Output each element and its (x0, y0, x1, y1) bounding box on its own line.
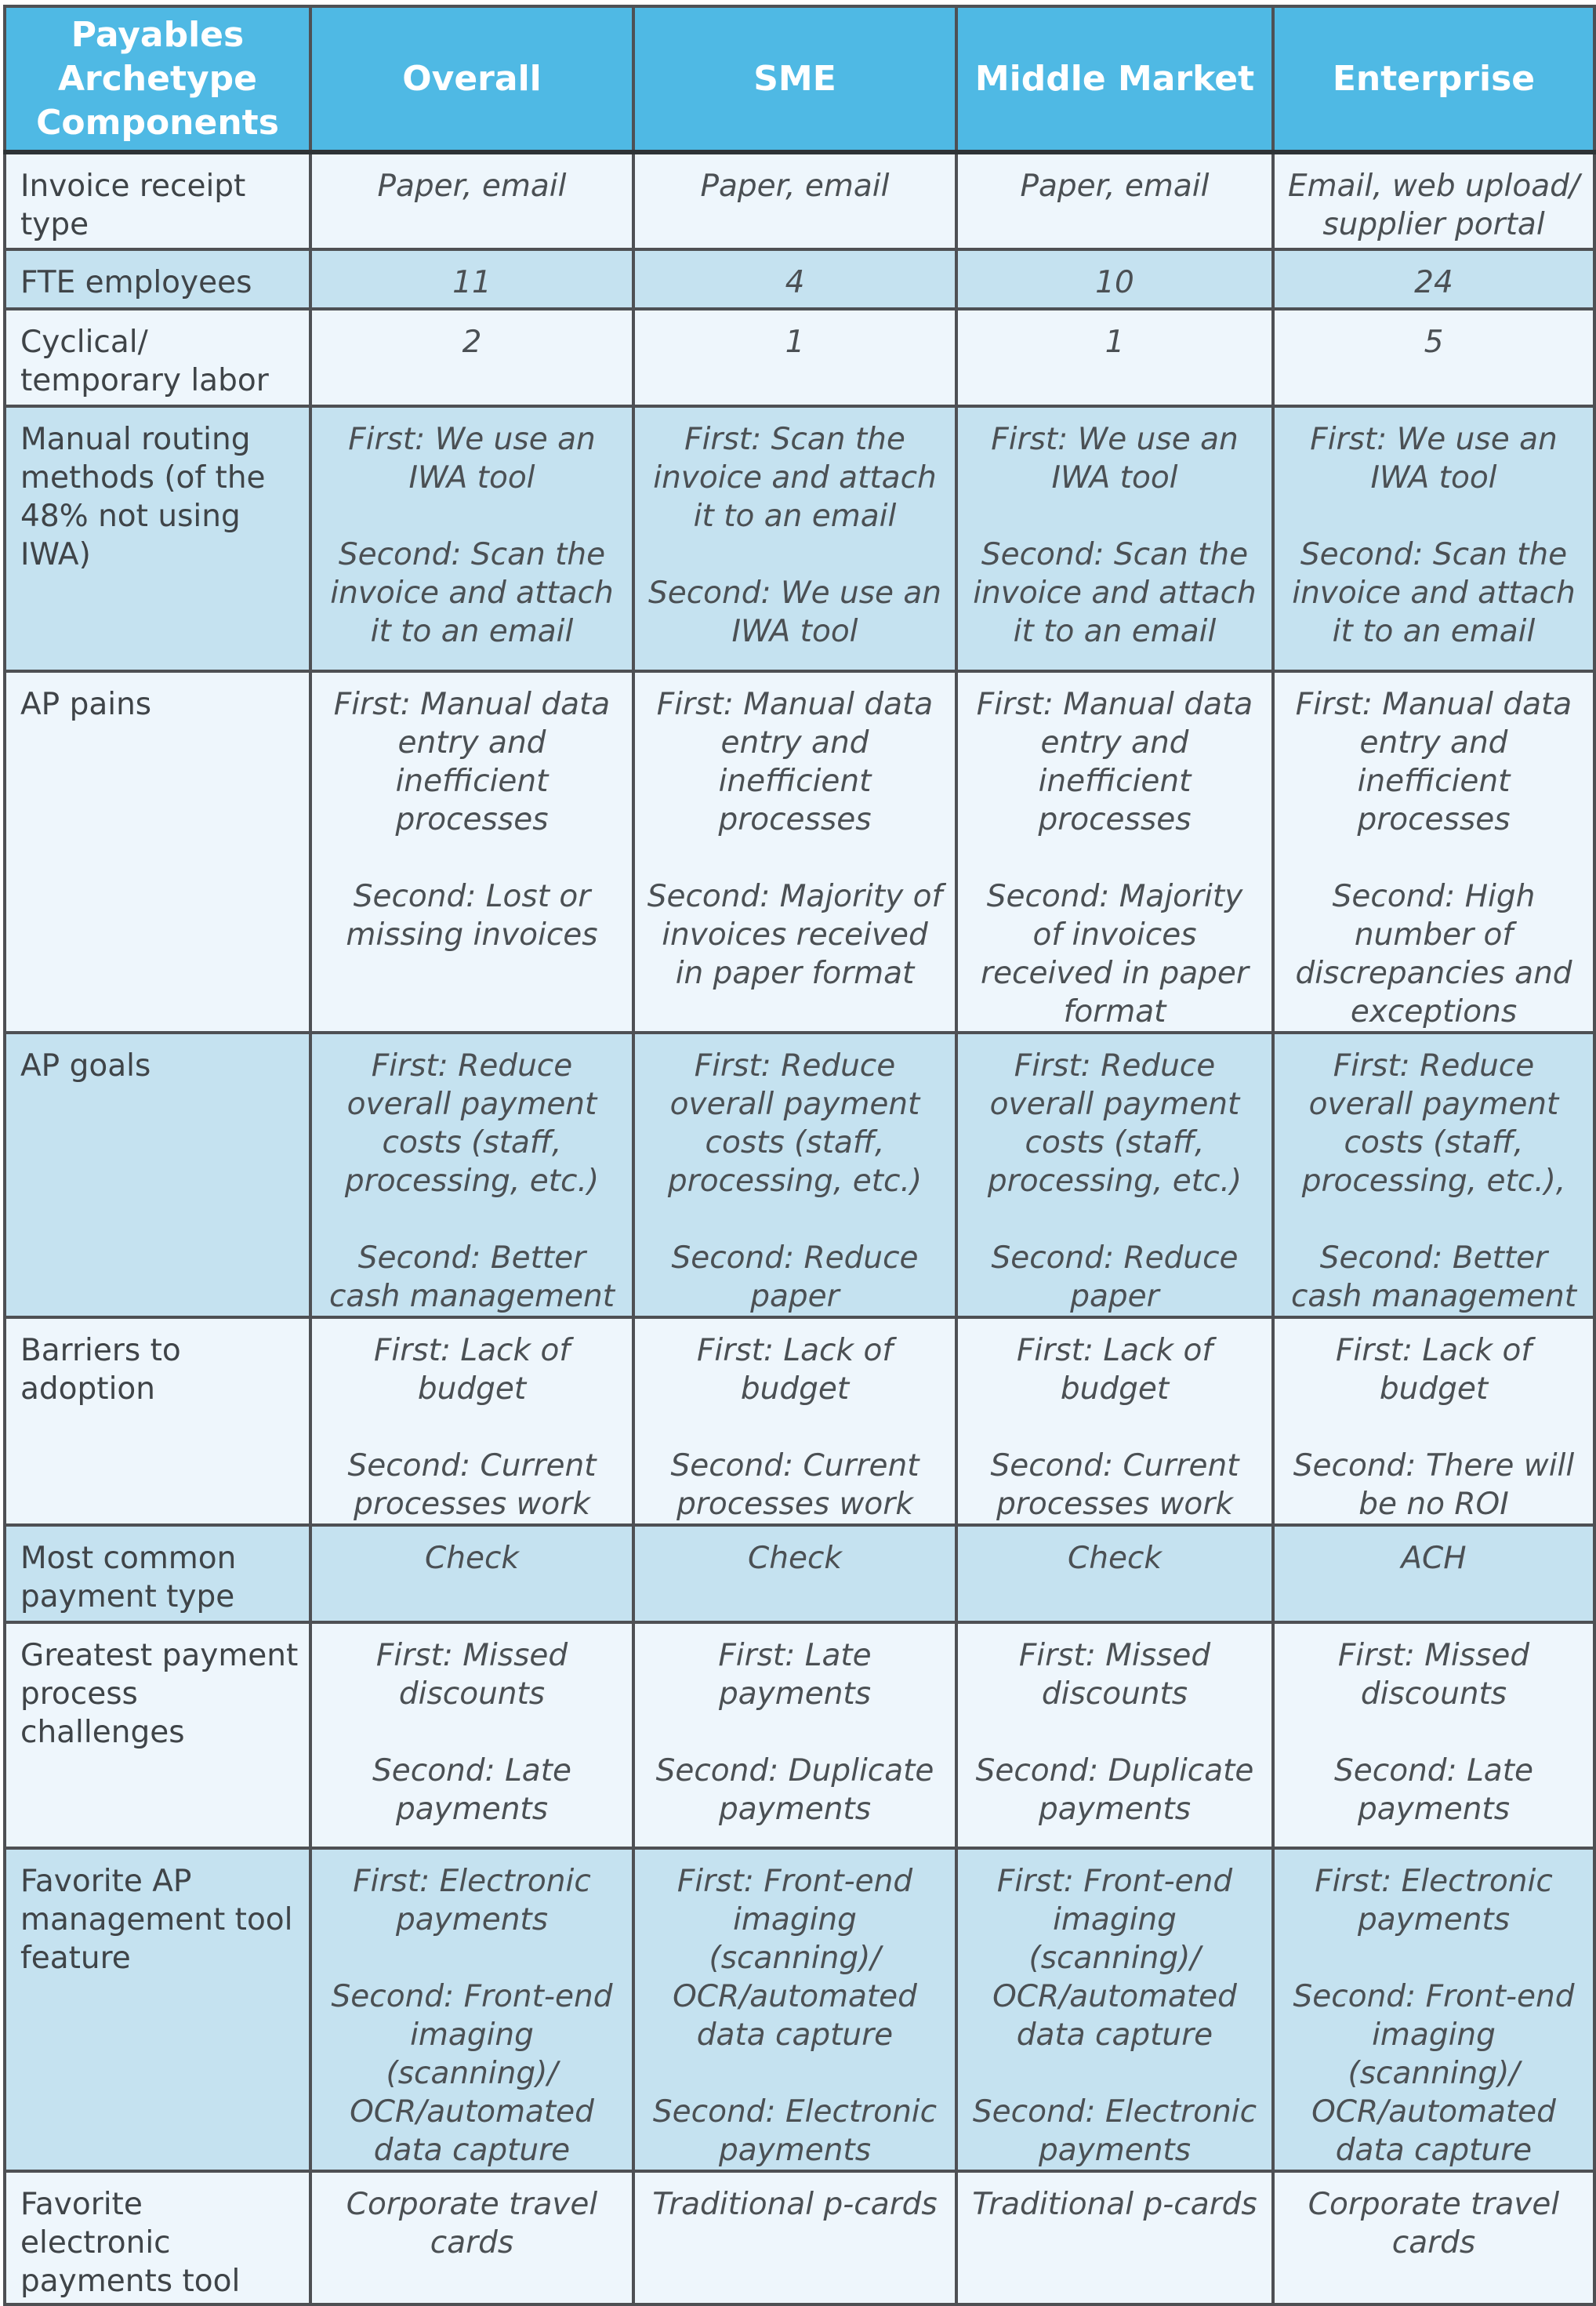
cell-overall (310, 406, 633, 671)
cell-first-text: First: Missed discounts (1337, 1638, 1530, 1712)
cell-first-text: First: Reduce overall payment costs (staff, processing, etc.) (667, 1048, 923, 1199)
cell-first-text: First: Front-end imaging (scanning)/ OCR/automated data capture (673, 1864, 917, 2053)
cell-second-text: Second: Better cash management (1290, 1240, 1577, 1314)
cell-sme (633, 309, 956, 406)
table-row (5, 406, 1594, 671)
cell-sme (633, 406, 956, 671)
row-label: Greatest payment process challenges (5, 1622, 310, 1848)
cell-overall (310, 1848, 633, 2171)
cell-first-text: First: Reduce overall payment costs (staff, processing, etc.) (987, 1048, 1242, 1199)
cell-middle-market (956, 2171, 1273, 2304)
table-row (5, 1033, 1594, 1317)
cell-second-text: Second: Current processes work (670, 1448, 920, 1522)
header-sme: SME (633, 6, 956, 152)
cell-enterprise (1273, 671, 1594, 1033)
cell-first-text: Check (425, 1541, 519, 1576)
cell-first-text: Paper, email (700, 169, 890, 204)
row-label: AP pains (5, 671, 310, 1033)
cell-middle-market (956, 249, 1273, 309)
cell-second-text: Second: Late payments (372, 1753, 571, 1827)
header-components: Payables Archetype Components (5, 6, 310, 152)
cell-second-text: Second: Front-end imaging (scanning)/ OCR/automated data capture (1293, 1979, 1575, 2168)
cell-second-text: Second: Majority of invoices received in paper format (981, 879, 1249, 1030)
cell-enterprise (1273, 1317, 1594, 1525)
cell-sme (633, 152, 956, 249)
cell-sme (633, 2171, 956, 2304)
cell-second-text: Second: Late payments (1334, 1753, 1533, 1827)
cell-second-text: Second: Reduce paper (991, 1240, 1239, 1314)
cell-sme (633, 1525, 956, 1622)
cell-middle-market (956, 671, 1273, 1033)
row-label: Most common payment type (5, 1525, 310, 1622)
cell-enterprise (1273, 152, 1594, 249)
cell-enterprise (1273, 2171, 1594, 2304)
cell-first-text: ACH (1401, 1541, 1467, 1576)
cell-overall (310, 1033, 633, 1317)
cell-enterprise (1273, 1033, 1594, 1317)
table-row (5, 309, 1594, 406)
cell-first-text: Email, web upload/ supplier portal (1287, 169, 1580, 242)
cell-first-text: 2 (462, 325, 482, 360)
cell-middle-market (956, 1848, 1273, 2171)
cell-sme (633, 249, 956, 309)
cell-second-text: Second: Duplicate payments (975, 1753, 1254, 1827)
cell-first-text: First: Manual data entry and inefficient processes (976, 687, 1253, 837)
cell-sme (633, 1848, 956, 2171)
row-label: Favorite AP management tool feature (5, 1848, 310, 2171)
cell-overall (310, 1622, 633, 1848)
cell-first-text: Paper, email (1020, 169, 1210, 204)
cell-second-text: Second: We use an IWA tool (647, 576, 942, 649)
row-label: Barriers to adoption (5, 1317, 310, 1525)
header-middle-market: Middle Market (956, 6, 1273, 152)
cell-first-text: Check (748, 1541, 842, 1576)
cell-first-text: 5 (1424, 325, 1444, 360)
table-row (5, 1317, 1594, 1525)
cell-first-text: First: Lack of budget (1016, 1333, 1213, 1407)
cell-second-text: Second: Electronic payments (972, 2094, 1257, 2168)
cell-enterprise (1273, 406, 1594, 671)
table-row (5, 671, 1594, 1033)
cell-first-text: Traditional p-cards (652, 2187, 938, 2222)
cell-enterprise (1273, 1622, 1594, 1848)
cell-first-text: Check (1068, 1541, 1162, 1576)
table-row (5, 1848, 1594, 2171)
table-row (5, 152, 1594, 249)
cell-first-text: First: Lack of budget (1335, 1333, 1533, 1407)
row-label: Cyclical/ temporary labor (5, 309, 310, 406)
cell-first-text: 1 (1105, 325, 1125, 360)
cell-overall (310, 1317, 633, 1525)
cell-first-text: Traditional p-cards (972, 2187, 1257, 2222)
cell-first-text: 1 (785, 325, 805, 360)
cell-sme (633, 1033, 956, 1317)
cell-first-text: First: Manual data entry and inefficient processes (333, 687, 611, 837)
cell-first-text: Paper, email (377, 169, 567, 204)
cell-first-text: First: Scan the invoice and attach it to an email (653, 422, 937, 534)
cell-second-text: Second: Scan the invoice and attach it to an email (973, 537, 1257, 649)
table-row (5, 2171, 1594, 2304)
cell-second-text: Second: Front-end imaging (scanning)/ OCR/automated data capture (331, 1979, 613, 2168)
header-enterprise: Enterprise (1273, 6, 1594, 152)
cell-first-text: First: Lack of budget (373, 1333, 571, 1407)
cell-second-text: Second: Reduce paper (671, 1240, 919, 1314)
table-row (5, 249, 1594, 309)
table-row (5, 1622, 1594, 1848)
cell-first-text: First: We use an IWA tool (991, 422, 1239, 496)
header-overall: Overall (310, 6, 633, 152)
cell-sme (633, 671, 956, 1033)
cell-first-text: 4 (785, 265, 805, 300)
cell-first-text: First: Manual data entry and inefficient processes (656, 687, 934, 837)
cell-first-text: First: Missed discounts (1018, 1638, 1211, 1712)
row-label: FTE employees (5, 249, 310, 309)
row-label: AP goals (5, 1033, 310, 1317)
cell-middle-market (956, 309, 1273, 406)
cell-enterprise (1273, 1525, 1594, 1622)
cell-sme (633, 1317, 956, 1525)
cell-sme (633, 1622, 956, 1848)
row-label: Favorite electronic payments tool (5, 2171, 310, 2304)
cell-overall (310, 152, 633, 249)
cell-first-text: 24 (1414, 265, 1453, 300)
cell-first-text: 11 (452, 265, 491, 300)
table-body (5, 152, 1594, 2304)
cell-first-text: First: We use an IWA tool (1310, 422, 1558, 496)
cell-first-text: First: Missed discounts (375, 1638, 568, 1712)
cell-first-text: First: We use an IWA tool (348, 422, 596, 496)
cell-second-text: Second: Duplicate payments (655, 1753, 934, 1827)
cell-middle-market (956, 152, 1273, 249)
cell-middle-market (956, 1033, 1273, 1317)
cell-enterprise (1273, 309, 1594, 406)
cell-first-text: First: Electronic payments (353, 1864, 591, 1937)
cell-first-text: Corporate travel cards (346, 2187, 598, 2261)
cell-first-text: First: Reduce overall payment costs (staff, processing, etc.), (1301, 1048, 1566, 1199)
cell-second-text: Second: Majority of invoices received in paper format (647, 879, 943, 991)
cell-enterprise (1273, 249, 1594, 309)
cell-second-text: Second: Scan the invoice and attach it to an email (1292, 537, 1576, 649)
cell-overall (310, 2171, 633, 2304)
header-row (5, 6, 1594, 152)
cell-overall (310, 1525, 633, 1622)
row-label: Manual routing methods (of the 48% not using IWA) (5, 406, 310, 671)
cell-middle-market (956, 1525, 1273, 1622)
cell-first-text: First: Reduce overall payment costs (staff, processing, etc.) (344, 1048, 600, 1199)
cell-second-text: Second: Electronic payments (652, 2094, 938, 2168)
payables-archetype-table (3, 5, 1596, 2306)
cell-second-text: Second: Current processes work (347, 1448, 597, 1522)
cell-second-text: Second: Better cash management (328, 1240, 615, 1314)
cell-first-text: First: Manual data entry and inefficient processes (1295, 687, 1572, 837)
cell-second-text: Second: There will be no ROI (1293, 1448, 1575, 1522)
cell-overall (310, 671, 633, 1033)
cell-second-text: Second: Lost or missing invoices (346, 879, 598, 953)
cell-first-text: First: Front-end imaging (scanning)/ OCR/automated data capture (992, 1864, 1237, 2053)
cell-middle-market (956, 1317, 1273, 1525)
cell-middle-market (956, 1622, 1273, 1848)
cell-second-text: Second: High number of discrepancies and exceptions (1295, 879, 1572, 1030)
cell-overall (310, 249, 633, 309)
cell-first-text: 10 (1095, 265, 1134, 300)
cell-enterprise (1273, 1848, 1594, 2171)
cell-first-text: First: Electronic payments (1315, 1864, 1553, 1937)
cell-middle-market (956, 406, 1273, 671)
row-label: Invoice receipt type (5, 152, 310, 249)
cell-second-text: Second: Current processes work (990, 1448, 1239, 1522)
cell-second-text: Second: Scan the invoice and attach it to an email (330, 537, 614, 649)
table-row (5, 1525, 1594, 1622)
cell-first-text: First: Lack of budget (696, 1333, 894, 1407)
cell-first-text: First: Late payments (718, 1638, 872, 1712)
cell-overall (310, 309, 633, 406)
cell-first-text: Corporate travel cards (1308, 2187, 1560, 2261)
